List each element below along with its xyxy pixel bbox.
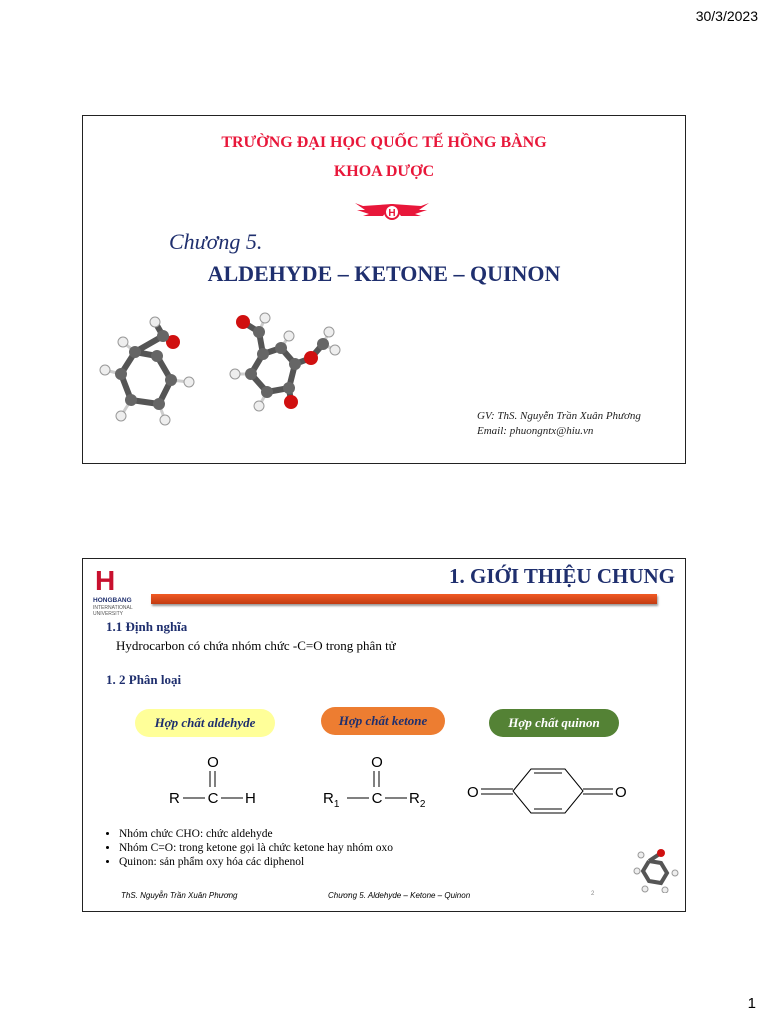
quinone-o-left: O — [467, 784, 479, 801]
svg-text:H: H — [388, 208, 396, 219]
logo-text-3: UNIVERSITY — [93, 611, 124, 617]
aldehyde-h: H — [245, 790, 256, 807]
ketone-structure — [321, 753, 441, 813]
title-underline-bar — [151, 594, 657, 604]
author-name: GV: ThS. Nguyễn Trần Xuân Phương — [477, 410, 641, 422]
author-email: Email: phuongntx@hiu.vn — [477, 425, 594, 437]
svg-text:R1 — [323, 790, 340, 810]
list-item: • Quinon: sản phẩm oxy hóa các diphenol — [119, 855, 393, 869]
aldehyde-o: O — [207, 754, 219, 771]
svg-text:R2 — [409, 790, 426, 810]
title-slide — [82, 115, 686, 464]
list-item: • Nhóm C=O: trong ketone gọi là chức ketone hay nhóm oxo — [119, 841, 393, 855]
quinon-badge: Hợp chất quinon — [489, 709, 619, 737]
ketone-r1-sub: 1 — [333, 799, 340, 810]
bullet-list — [103, 827, 393, 869]
aldehyde-c: C — [207, 790, 219, 807]
footer-author: ThS. Nguyễn Trần Xuân Phương — [121, 891, 238, 900]
ketone-badge: Hợp chất ketone — [321, 707, 445, 735]
ketone-r2: R — [409, 790, 420, 807]
quinone-o-right: O — [615, 784, 627, 801]
logo-text-2: INTERNATIONAL — [93, 605, 133, 611]
logo-text-1: HONGBANG — [93, 597, 132, 604]
university-name: TRƯỜNG ĐẠI HỌC QUỐC TẾ HỒNG BÀNG — [221, 134, 547, 151]
benzaldehyde-molecule-icon — [95, 312, 205, 432]
definition-text: Hydrocarbon có chứa nhóm chức -C=O trong phân tử — [116, 638, 396, 653]
vanillin-molecule-icon — [223, 302, 353, 412]
chapter-label: Chương 5. — [169, 229, 263, 254]
footer-slide-number: 2 — [591, 891, 595, 897]
footer-chapter: Chương 5. Aldehyde – Ketone – Quinon — [328, 891, 471, 900]
ketone-r2-sub: 2 — [419, 799, 426, 810]
definition-heading: 1.1 Định nghĩa — [106, 619, 188, 634]
document-date: 30/3/2023 — [695, 8, 758, 24]
slide-title: 1. GIỚI THIỆU CHUNG — [449, 564, 675, 588]
slide-title: ALDEHYDE – KETONE – QUINON — [207, 261, 561, 286]
corner-molecule-icon — [631, 843, 681, 893]
page-number: 1 — [747, 995, 756, 1012]
quinone-structure — [463, 759, 633, 823]
faculty-name: KHOA DƯỢC — [333, 163, 435, 180]
list-item: • Nhóm chức CHO: chức aldehyde — [119, 827, 393, 841]
logo-letter: H — [95, 565, 116, 596]
university-logo — [93, 567, 155, 619]
ketone-r1: R — [323, 790, 334, 807]
classification-heading: 1. 2 Phân loại — [106, 672, 182, 687]
aldehyde-badge: Hợp chất aldehyde — [135, 709, 275, 737]
intro-slide — [82, 558, 686, 912]
ketone-o: O — [371, 754, 383, 771]
winged-logo-icon — [353, 200, 431, 224]
ketone-c: C — [371, 790, 383, 807]
aldehyde-structure — [165, 753, 265, 809]
aldehyde-r: R — [169, 790, 180, 807]
